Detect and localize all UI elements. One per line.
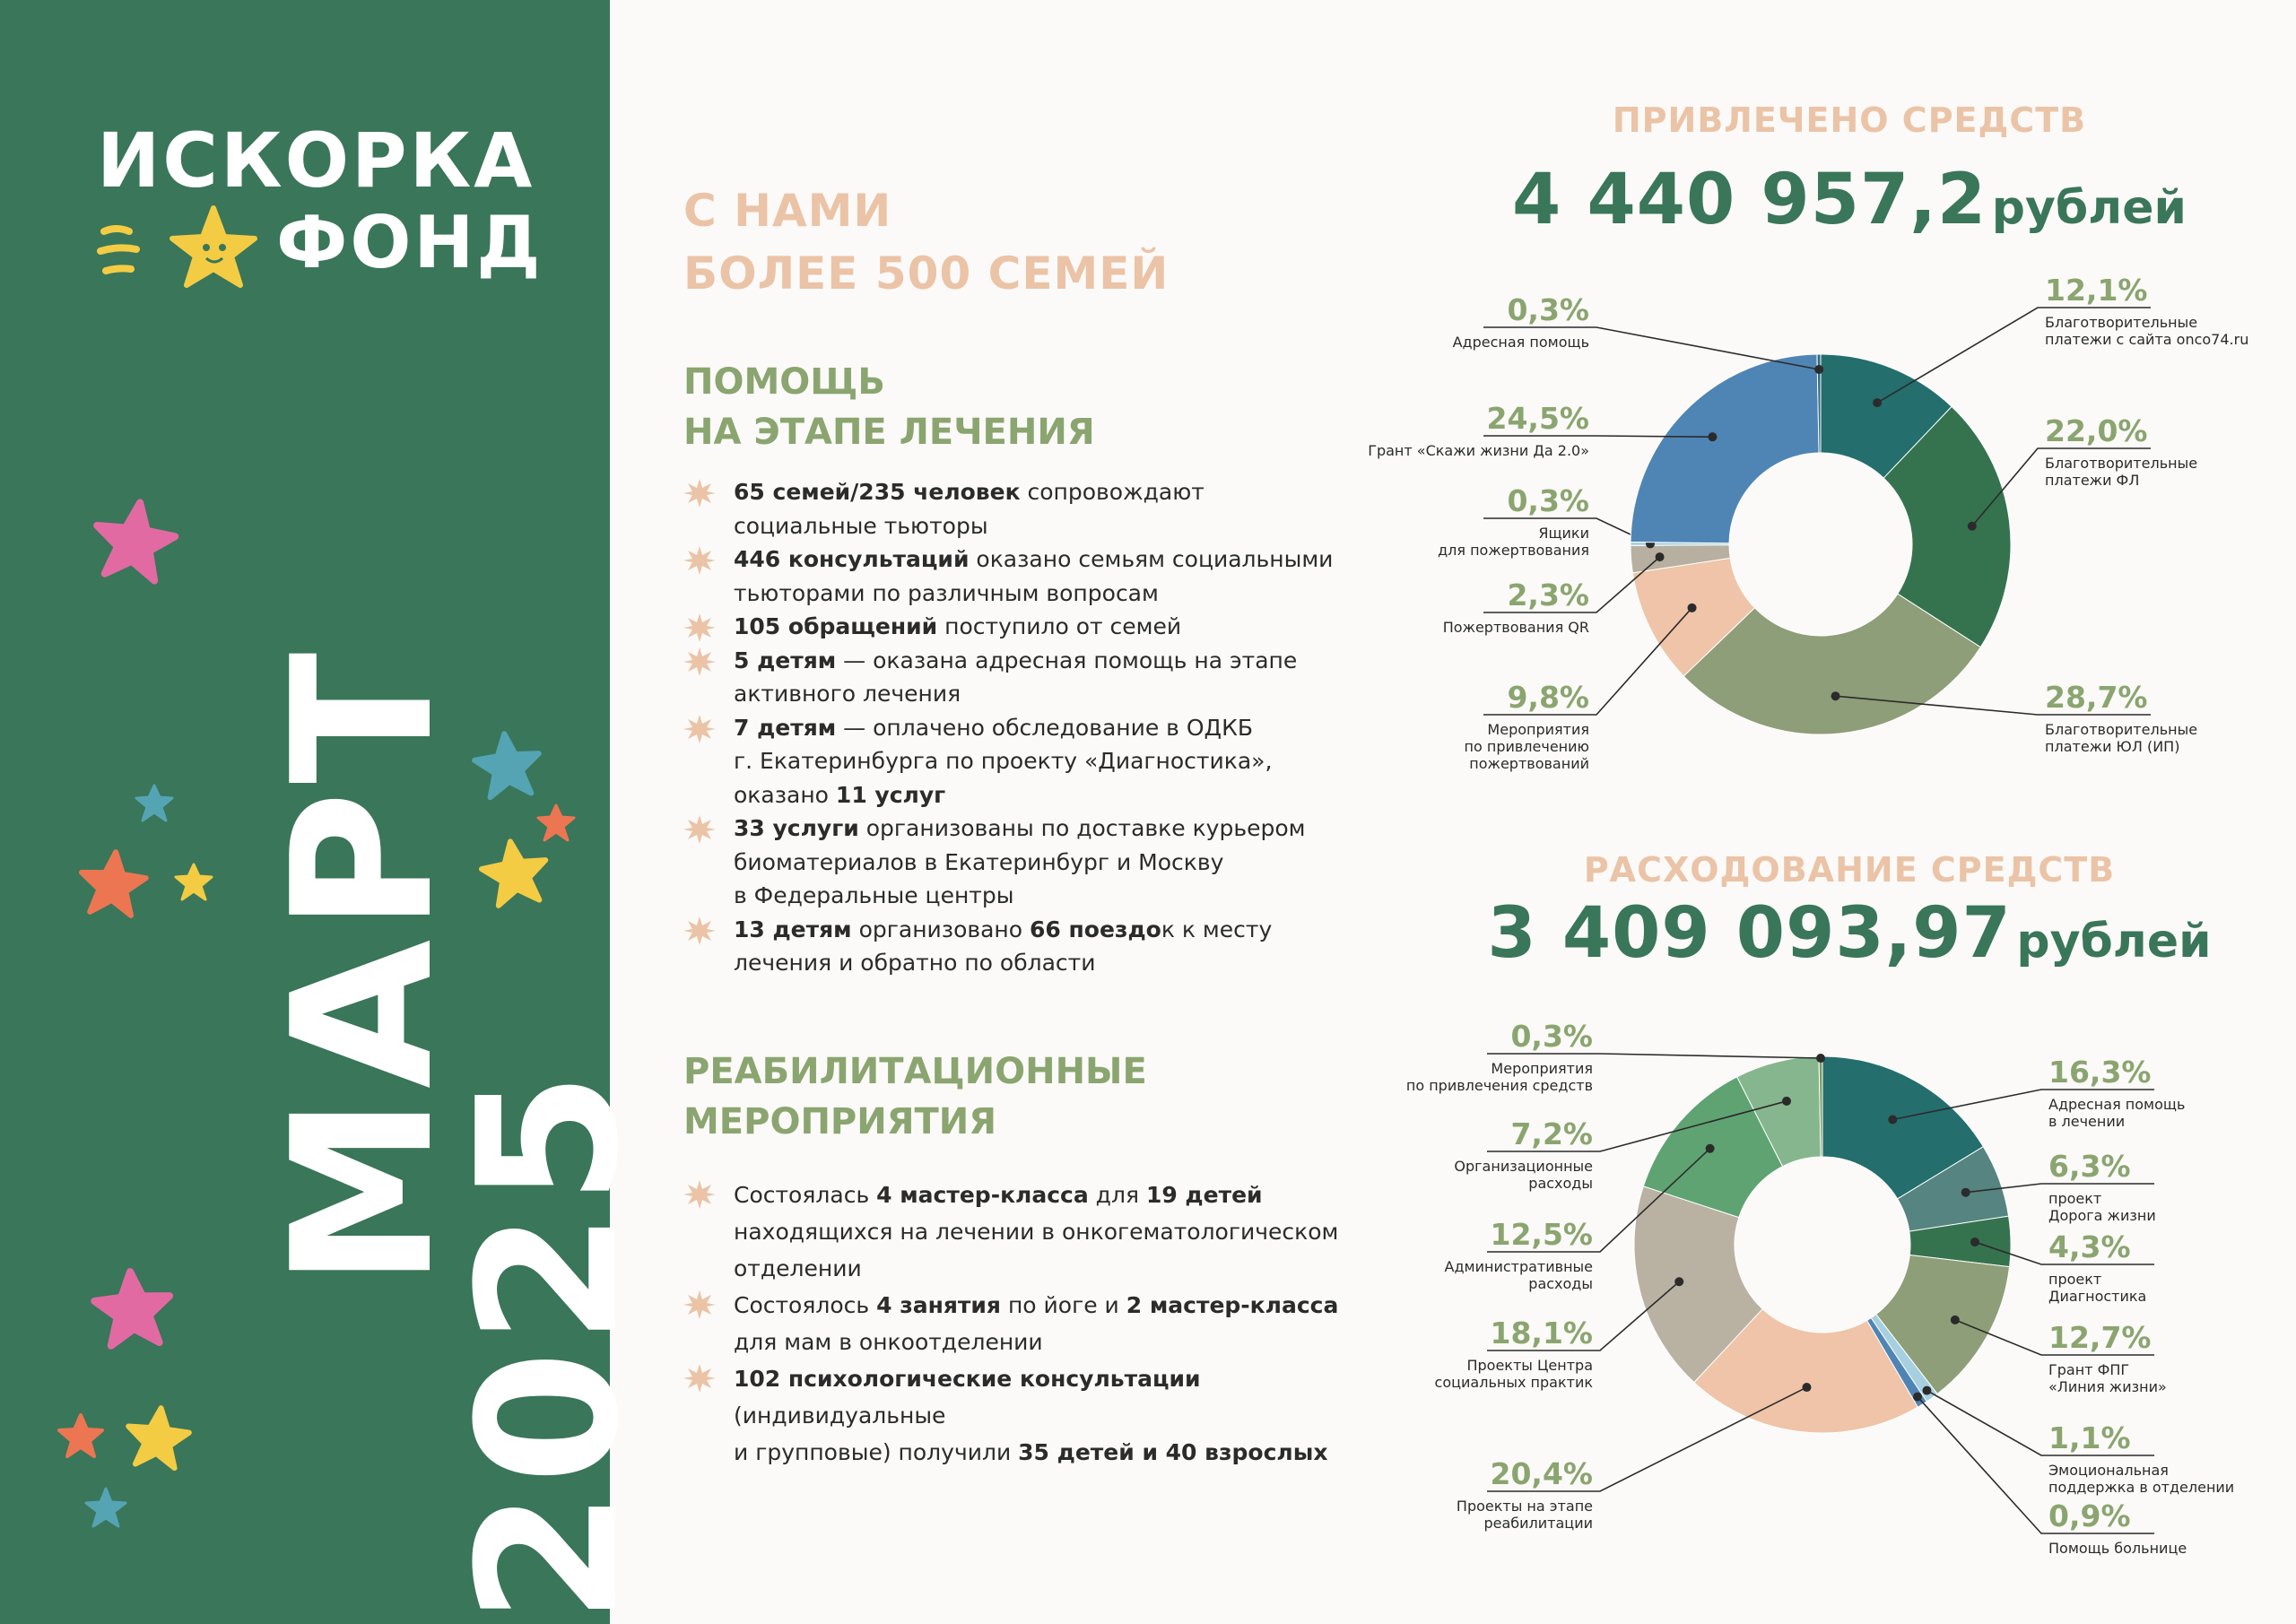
- donut-slice: [1876, 1255, 2010, 1394]
- slice-category-label: Пожертвования QR: [1442, 619, 1589, 636]
- slice-category-label: Ящики: [1538, 525, 1589, 542]
- logo-text-fond: ФОНД: [276, 201, 544, 284]
- bullet-star-icon: [683, 1289, 716, 1321]
- star-icon-yellow: [125, 1405, 191, 1470]
- help-section-title: [683, 357, 1095, 457]
- list-item: [683, 1360, 1401, 1471]
- slice-percent-label: 0,3%: [1510, 1019, 1593, 1054]
- slice-category-label: Адресная помощь: [2048, 1096, 2186, 1113]
- slice-percent-label: 0,3%: [1507, 292, 1589, 327]
- slice-category-label: Благотворительные: [2045, 721, 2198, 738]
- star-icon-teal-small: [86, 1489, 126, 1526]
- slice-category-label: Проекты Центра: [1466, 1357, 1593, 1374]
- slice-category-label: платежи с сайта onco74.ru: [2045, 331, 2249, 348]
- help-title-line2: НА ЭТАПЕ ЛЕЧЕНИЯ: [683, 412, 1095, 453]
- donut-slice: [1819, 1056, 1822, 1157]
- bullet-star-icon: [683, 1178, 716, 1211]
- leader-line: [1926, 1391, 2154, 1455]
- leader-dot: [1708, 432, 1717, 441]
- donut-slice: [1822, 1056, 1983, 1199]
- help-title-line1: ПОМОЩЬ: [683, 361, 885, 403]
- item-text: для мам в онкоотделении: [734, 1329, 1043, 1355]
- leader-dot: [1922, 1386, 1931, 1395]
- slice-category-label: социальных практик: [1434, 1374, 1593, 1391]
- logo-text-iskorka: ИСКОРКА: [97, 117, 535, 204]
- raised-unit: рублей: [1991, 181, 2187, 235]
- leader-dot: [1782, 1097, 1791, 1106]
- rehab-title-line2: МЕРОПРИЯТИЯ: [683, 1101, 997, 1142]
- slice-percent-label: 2,3%: [1507, 578, 1589, 612]
- slice-category-label: в лечении: [2048, 1113, 2126, 1130]
- slice-percent-label: 18,1%: [1490, 1316, 1593, 1350]
- slice-percent-label: 28,7%: [2045, 680, 2148, 715]
- month-label: МАРТ: [250, 645, 475, 1288]
- sidebar: [0, 0, 661, 1624]
- donut-slice: [1898, 1147, 2009, 1231]
- leader-line: [1483, 518, 1650, 543]
- spent-total: [1446, 893, 2253, 974]
- raised-heading: ПРИВЛЕЧЕНО СРЕДСТВ: [1612, 100, 2087, 140]
- leader-line: [1918, 1397, 2154, 1533]
- slice-percent-label: 1,1%: [2048, 1420, 2131, 1455]
- item-text: биоматериалов в Екатеринбург и Москву: [734, 848, 1224, 875]
- star-icon-pink: [91, 497, 179, 582]
- leader-dot: [1814, 365, 1823, 374]
- bullet-star-icon: [683, 544, 716, 577]
- leader-line: [1877, 308, 2151, 403]
- donut-slice: [1632, 558, 1754, 676]
- item-text: (индивидуальные: [734, 1403, 946, 1429]
- leader-line: [1487, 1387, 1806, 1491]
- donut-slice: [1871, 1315, 1937, 1402]
- item-bold: 5 детям: [734, 647, 837, 673]
- raised-amount: 4 440 957,2: [1512, 160, 1987, 240]
- star-icon-yellow-small: [176, 864, 212, 899]
- slice-category-label: Организационные: [1454, 1158, 1593, 1175]
- donut-slice: [1631, 354, 1819, 543]
- leader-dot: [1951, 1316, 1960, 1324]
- bullet-star-icon: [683, 646, 716, 678]
- leader-line: [1483, 436, 1712, 437]
- families-headline-line2: БОЛЕЕ 500 СЕМЕЙ: [683, 248, 1170, 300]
- item-text: сопровождают: [1020, 479, 1205, 505]
- donut-chart-2: [1406, 1019, 2234, 1557]
- leader-line: [1487, 1054, 1821, 1058]
- slice-percent-label: 9,8%: [1507, 680, 1589, 715]
- slice-category-label: для пожертвования: [1438, 542, 1589, 559]
- slice-category-label: по привлечения средств: [1405, 1077, 1593, 1094]
- slice-category-label: Диагностика: [2048, 1288, 2147, 1305]
- spent-unit: рублей: [2016, 915, 2212, 968]
- slice-category-label: Адресная помощь: [1452, 334, 1589, 351]
- donut-chart-1: [1368, 273, 2248, 772]
- item-bold: 65 семей/235 человек: [734, 479, 1021, 505]
- bullet-star-icon: [683, 915, 716, 947]
- leader-dot: [1674, 1277, 1683, 1286]
- slice-percent-label: 22,0%: [2045, 413, 2148, 448]
- year-label: 2025: [436, 1065, 661, 1624]
- item-text: активного лечения: [734, 681, 961, 707]
- leader-dot: [1802, 1383, 1811, 1392]
- donut-slice: [1683, 594, 1980, 734]
- slice-category-label: проект: [2048, 1271, 2102, 1288]
- slice-category-label: Административные: [1444, 1258, 1593, 1275]
- item-bold: 13 детям: [734, 916, 852, 942]
- leader-dot: [1888, 1115, 1897, 1124]
- slice-category-label: расходы: [1528, 1275, 1593, 1292]
- leader-dot: [1816, 1054, 1825, 1063]
- donut-slice: [1821, 354, 1952, 478]
- slice-category-label: проект: [2048, 1190, 2102, 1207]
- leader-dot: [1961, 1188, 1970, 1197]
- slice-percent-label: 20,4%: [1490, 1456, 1593, 1491]
- slice-percent-label: 4,3%: [2048, 1229, 2131, 1264]
- leader-dot: [1913, 1393, 1922, 1402]
- donut-slice: [1631, 542, 1729, 545]
- slice-category-label: Грант «Скажи жизни Да 2.0»: [1368, 442, 1589, 459]
- slice-category-label: Эмоциональная: [2048, 1462, 2169, 1479]
- slice-category-label: расходы: [1528, 1175, 1593, 1192]
- leader-dot: [1646, 539, 1655, 548]
- leader-line: [1483, 327, 1819, 369]
- leader-dot: [1831, 691, 1840, 700]
- item-text: для: [1088, 1182, 1146, 1208]
- donut-slice: [1631, 545, 1730, 573]
- item-bold: 2 мастер-класса: [1126, 1292, 1339, 1318]
- bullet-star-icon: [683, 713, 716, 745]
- vertical-period-title: [250, 645, 661, 1624]
- leader-line: [1892, 1090, 2154, 1119]
- item-text: — оплачено обследование в ОДКБ: [836, 714, 1253, 741]
- slice-category-label: Проекты на этапе: [1456, 1498, 1593, 1515]
- slice-category-label: Помощь больнице: [2048, 1540, 2187, 1557]
- leader-line: [1483, 608, 1692, 715]
- list-item: [683, 644, 1401, 711]
- slice-category-label: поддержка в отделении: [2048, 1479, 2235, 1496]
- star-icon-pink: [92, 1269, 172, 1347]
- list-item: [683, 1287, 1401, 1360]
- item-text: г. Екатеринбурга по проекту «Диагностика»,: [734, 748, 1273, 774]
- leader-dot: [1970, 1238, 1979, 1246]
- item-bold: 11 услуг: [835, 781, 946, 808]
- slice-percent-label: 12,1%: [2045, 273, 2148, 308]
- spent-heading: РАСХОДОВАНИЕ СРЕДСТВ: [1583, 850, 2116, 890]
- item-bold: 4 мастер-класса: [876, 1182, 1089, 1208]
- slice-percent-label: 7,2%: [1510, 1116, 1593, 1151]
- leader-dot: [1968, 522, 1977, 531]
- leader-dot: [1688, 604, 1697, 612]
- list-item: [683, 1177, 1401, 1287]
- item-text: — оказана адресная помощь на этапе: [836, 647, 1298, 673]
- item-text: оказано семьям социальными: [969, 546, 1334, 572]
- leader-line: [1975, 1242, 2154, 1264]
- item-bold: 4 занятия: [876, 1292, 1001, 1318]
- bullet-star-icon: [683, 1362, 716, 1394]
- slice-category-label: по привлечению: [1464, 738, 1589, 755]
- slice-category-label: Благотворительные: [2045, 314, 2198, 331]
- slice-category-label: «Линия жизни»: [2048, 1378, 2167, 1395]
- item-text: по йоге и: [1001, 1292, 1126, 1318]
- rehab-section-title: [683, 1046, 1147, 1147]
- item-text: оказано: [734, 781, 836, 808]
- item-bold: 35 детей и 40 взрослых: [1018, 1439, 1328, 1465]
- leader-line: [1972, 448, 2151, 526]
- families-headline-line1: С НАМИ: [683, 185, 892, 237]
- list-item: [683, 711, 1401, 812]
- donut-slice: [1694, 1309, 1918, 1433]
- leader-line: [1836, 696, 2151, 715]
- item-text: организовано: [851, 916, 1031, 942]
- slice-category-label: Грант ФПГ: [2048, 1361, 2130, 1378]
- item-bold: 19 детей: [1145, 1182, 1263, 1208]
- item-text: поступило от семей: [937, 613, 1182, 639]
- item-text: тьюторами по различным вопросам: [734, 579, 1159, 606]
- item-text: Состоялось: [734, 1292, 877, 1318]
- help-list: [683, 475, 1401, 980]
- bullet-star-icon: [683, 612, 716, 644]
- rehab-list: [683, 1177, 1401, 1471]
- leader-line: [1487, 1149, 1710, 1252]
- slice-percent-label: 6,3%: [2048, 1149, 2131, 1184]
- slice-percent-label: 16,3%: [2048, 1055, 2152, 1090]
- raised-total: [1446, 160, 2253, 240]
- item-bold: 33 услуги: [734, 815, 859, 841]
- item-text: в Федеральные центры: [734, 882, 1014, 908]
- star-icon-teal-small: [136, 786, 172, 821]
- donut-slice: [1737, 1056, 1821, 1167]
- slice-category-label: Мероприятия: [1487, 721, 1589, 738]
- slice-percent-label: 12,5%: [1490, 1217, 1593, 1252]
- slice-percent-label: 12,7%: [2048, 1320, 2152, 1355]
- list-item: [683, 543, 1401, 610]
- leader-dot: [1873, 398, 1882, 407]
- donut-slice: [1634, 1186, 1762, 1383]
- leader-dot: [1706, 1144, 1715, 1153]
- leader-line: [1487, 1101, 1787, 1151]
- rehab-title-line1: РЕАБИЛИТАЦИОННЫЕ: [683, 1051, 1147, 1092]
- item-bold: 7 детям: [734, 714, 837, 741]
- slice-category-label: Дорога жизни: [2048, 1207, 2156, 1224]
- families-headline: [683, 179, 1169, 305]
- bullet-star-icon: [683, 813, 716, 846]
- item-text: отделении: [734, 1255, 862, 1281]
- list-item: [683, 610, 1401, 644]
- leader-line: [1966, 1184, 2154, 1193]
- list-item: [683, 812, 1401, 913]
- leader-line: [1955, 1320, 2154, 1355]
- donut-slice: [1883, 406, 2011, 647]
- item-text: организованы по доставке курьером: [858, 815, 1306, 841]
- item-bold: 102 психологические консультации: [734, 1366, 1201, 1392]
- leader-line: [1483, 557, 1660, 612]
- leader-line: [1487, 1281, 1679, 1350]
- star-icon-orange-small: [59, 1415, 102, 1456]
- item-bold: 66 поездо: [1030, 916, 1161, 942]
- slice-category-label: Мероприятия: [1491, 1060, 1593, 1077]
- slice-category-label: платежи ФЛ: [2045, 472, 2140, 489]
- item-text: лечения и обратно по области: [734, 950, 1096, 976]
- donut-slice: [1817, 354, 1821, 453]
- slice-category-label: Благотворительные: [2045, 455, 2198, 472]
- slice-percent-label: 0,9%: [2048, 1498, 2131, 1533]
- slice-category-label: реабилитации: [1483, 1515, 1593, 1532]
- item-bold: 105 обращений: [734, 613, 938, 639]
- item-text: к к месту: [1161, 916, 1273, 942]
- item-text: находящихся на лечении в онкогематологическом: [734, 1219, 1339, 1245]
- item-bold: 446 консультаций: [734, 546, 970, 572]
- slice-category-label: пожертвований: [1469, 755, 1589, 772]
- spent-amount: 3 409 093,97: [1487, 893, 2012, 974]
- bullet-star-icon: [683, 477, 716, 509]
- leader-dot: [1656, 552, 1665, 561]
- star-icon-orange: [78, 849, 148, 916]
- item-text: Состоялась: [734, 1182, 877, 1208]
- item-text: и групповые) получили: [734, 1439, 1019, 1465]
- slice-percent-label: 0,3%: [1507, 483, 1589, 518]
- donut-slice: [1867, 1318, 1927, 1408]
- item-text: социальные тьюторы: [734, 512, 988, 539]
- list-item: [683, 913, 1401, 980]
- donut-slice: [1643, 1077, 1782, 1218]
- slice-category-label: платежи ЮЛ (ИП): [2045, 738, 2180, 755]
- slice-percent-label: 24,5%: [1486, 401, 1589, 436]
- donut-slice: [1909, 1216, 2011, 1267]
- list-item: [683, 475, 1401, 543]
